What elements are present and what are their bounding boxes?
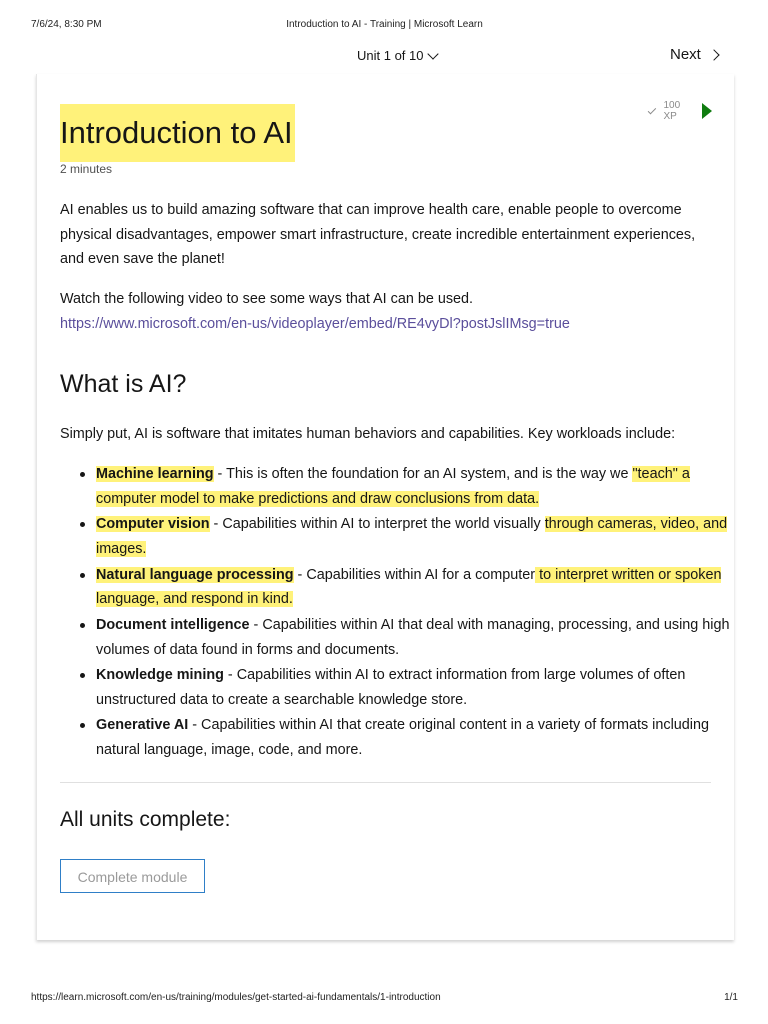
list-item	[96, 713, 736, 763]
section-heading: What is AI?	[60, 370, 187, 398]
workload-desc-highlight: to interpret written or spoken language, and respond in kind.	[96, 566, 722, 608]
xp-indicator	[650, 100, 712, 122]
play-icon[interactable]	[702, 103, 712, 119]
workload-desc-highlight: through cameras, video, and images.	[96, 516, 728, 558]
workload-desc: Capabilities within AI that deal with managing, processing, and using high volumes of data found in forms and documents.	[96, 616, 730, 658]
unit-selector-label: Unit 1 of 10	[357, 48, 424, 63]
workload-term: Natural language processing	[96, 566, 294, 583]
checkmark-icon	[648, 105, 656, 113]
unit-content-card	[36, 74, 734, 940]
print-footer	[31, 992, 738, 1006]
list-item	[96, 512, 736, 562]
list-item	[96, 663, 736, 713]
section-intro: Simply put, AI is software that imitates human behaviors and capabilities. Key workloads include:	[60, 426, 676, 442]
separator: -	[209, 516, 223, 533]
unit-navigation	[0, 46, 768, 68]
page-title	[60, 104, 295, 162]
separator: -	[213, 466, 227, 482]
page-title-text: Introduction to AI	[60, 104, 295, 162]
chevron-down-icon	[427, 48, 438, 59]
separator: -	[188, 717, 202, 734]
separator: -	[293, 566, 307, 583]
print-header	[31, 19, 738, 33]
workload-term: Knowledge mining	[96, 667, 224, 684]
print-datetime: 7/6/24, 8:30 PM	[31, 19, 102, 30]
workload-desc: Capabilities within AI that create original content in a variety of formats including natural language, image, code, and more.	[96, 717, 709, 759]
print-page-title: Introduction to AI - Training | Microsoft Learn	[286, 19, 483, 30]
workload-desc-highlight: "teach" a computer model to make predictions and draw conclusions from data.	[96, 466, 690, 507]
next-button[interactable]	[670, 46, 718, 63]
workloads-list	[60, 462, 736, 764]
completion-heading: All units complete:	[60, 808, 231, 831]
chevron-right-icon	[708, 49, 719, 60]
separator: -	[223, 667, 237, 684]
separator: -	[249, 616, 263, 633]
duration-label: 2 minutes	[60, 162, 113, 176]
complete-module-button[interactable]: Complete module	[60, 859, 205, 893]
list-item	[96, 613, 736, 663]
workload-desc: This is often the foundation for an AI system, and is the way we	[226, 466, 633, 482]
next-label: Next	[670, 46, 701, 63]
list-item	[96, 563, 736, 613]
video-text: Watch the following video to see some ways that AI can be used.	[60, 291, 474, 307]
workload-desc: Capabilities within AI to extract information from large volumes of often unstructured data to create a searchable knowledge store.	[96, 667, 686, 708]
workload-term: Generative AI	[96, 717, 189, 734]
workload-term: Computer vision	[96, 516, 210, 533]
section-divider	[60, 782, 711, 783]
xp-label: 100 XP	[663, 100, 681, 122]
video-link[interactable]: https://www.microsoft.com/en-us/videoplayer/embed/RE4vyDl?postJslIMsg=true	[60, 315, 570, 332]
print-url: https://learn.microsoft.com/en-us/training/modules/get-started-ai-fundamentals/1-introduction	[31, 992, 441, 1003]
unit-selector[interactable]	[357, 48, 437, 63]
list-item	[96, 462, 736, 512]
workload-desc: Capabilities within AI for a computer	[306, 566, 536, 583]
workload-term: Document intelligence	[96, 616, 250, 633]
intro-paragraph: AI enables us to build amazing software that can improve health care, enable people to overcome physical disadvantages, empower smart infrastructure, create incredible entertainment experiences, and even save the planet!	[60, 202, 696, 267]
workload-term: Machine learning	[96, 466, 214, 482]
print-page-number: 1/1	[724, 992, 738, 1003]
video-paragraph	[60, 287, 715, 336]
workload-desc: Capabilities within AI to interpret the world visually	[222, 516, 545, 533]
